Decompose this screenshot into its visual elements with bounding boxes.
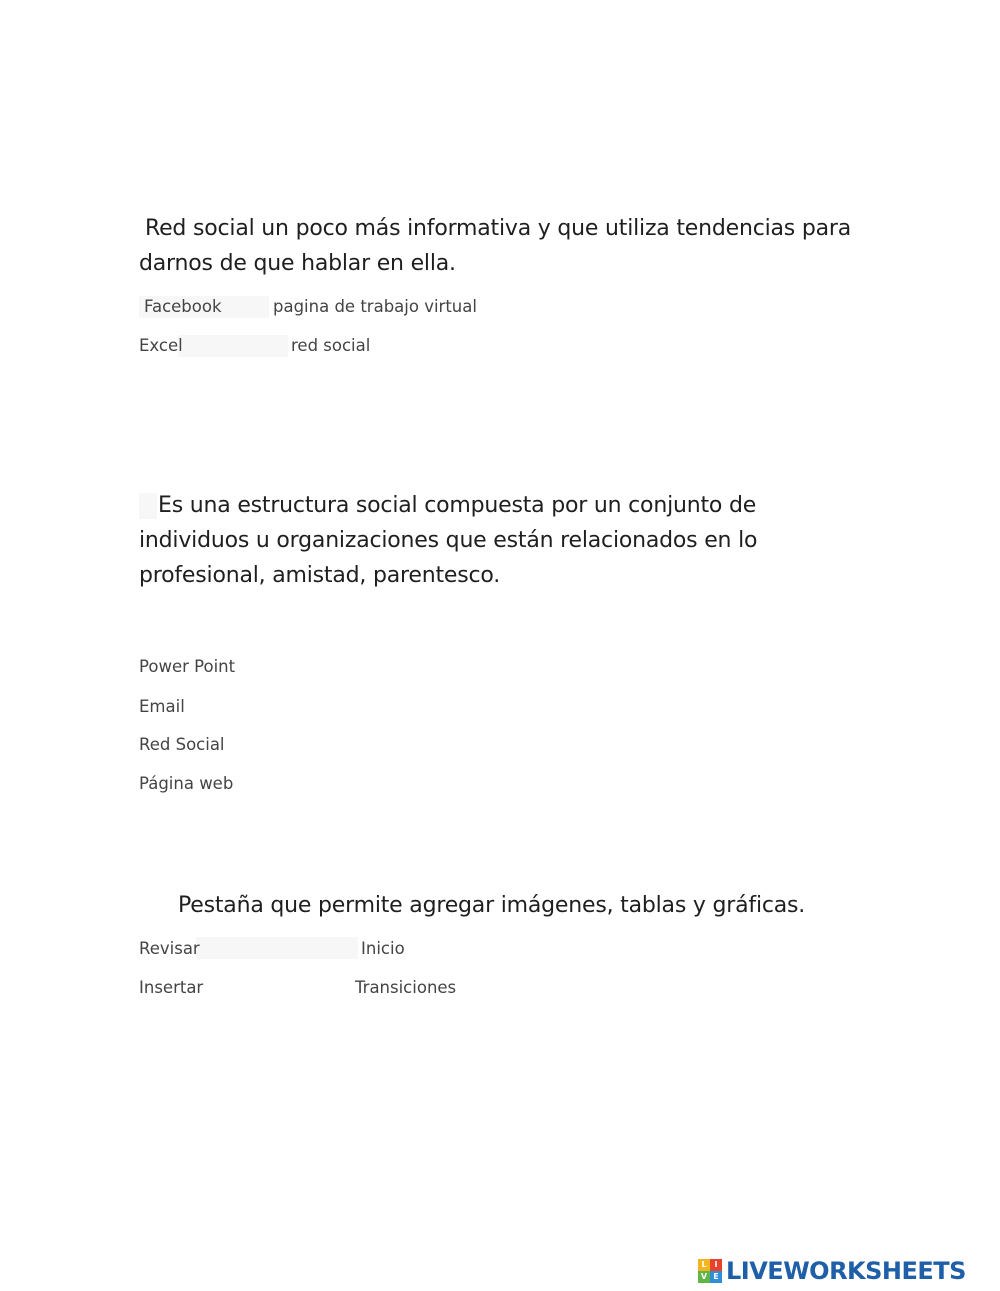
option-red-social-2[interactable]: Red Social <box>139 735 225 754</box>
option-inicio[interactable]: Inicio <box>361 939 405 958</box>
liveworksheets-logo <box>698 1254 966 1288</box>
option-transiciones[interactable]: Transiciones <box>355 978 457 997</box>
logo-text: LIVEWORKSHEETS <box>726 1257 966 1285</box>
logo-badge-letter: V <box>698 1271 710 1283</box>
answer-blank <box>178 335 288 357</box>
option-excel[interactable]: Excel <box>139 336 183 355</box>
option-red-social[interactable]: red social <box>291 336 371 355</box>
option-facebook[interactable]: Facebook <box>144 297 222 316</box>
logo-badge-letter: L <box>698 1259 710 1271</box>
option-power-point[interactable]: Power Point <box>139 657 236 676</box>
option-revisar[interactable]: Revisar <box>139 939 200 958</box>
question-3-text: Pestaña que permite agregar imágenes, tablas y gráficas. <box>178 893 806 918</box>
answer-blank <box>196 937 358 959</box>
option-email[interactable]: Email <box>139 697 185 716</box>
option-pagina-web[interactable]: Página web <box>139 774 234 793</box>
logo-badge-letter: E <box>710 1271 722 1283</box>
logo-badge-icon <box>698 1259 722 1283</box>
question-2-text: Es una estructura social compuesta por un conjunto de individuos u organizaciones que están relacionados en lo profesional, amistad, parentesco. <box>139 493 758 588</box>
option-insertar[interactable]: Insertar <box>139 978 204 997</box>
question-1-text: Red social un poco más informativa y que utiliza tendencias para darnos de que hablar en ella. <box>139 216 852 276</box>
logo-badge-letter: I <box>710 1259 722 1271</box>
option-pagina-trabajo-virtual[interactable]: pagina de trabajo virtual <box>273 297 477 316</box>
